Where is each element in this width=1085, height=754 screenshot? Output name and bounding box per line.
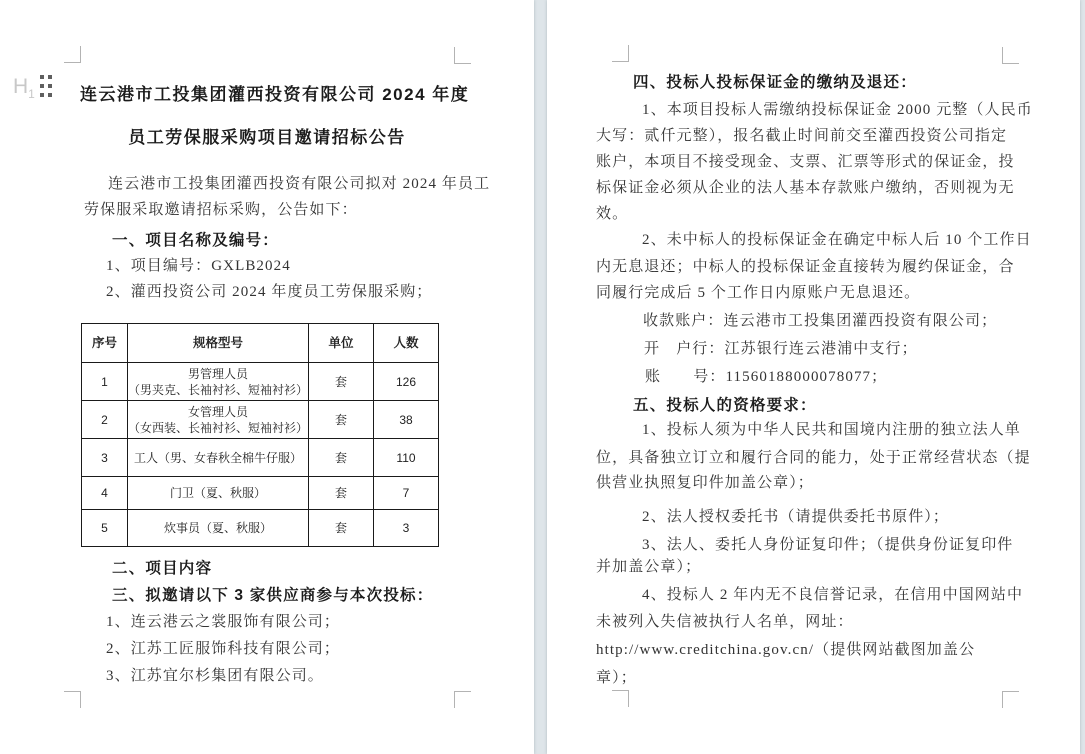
intro-paragraph-line: 劳保服采取邀请招标采购，公告如下：: [84, 202, 358, 218]
refund-paragraph-line: 2、未中标人的投标保证金在确定中标人后 10 个工作日: [642, 232, 1032, 248]
margin-mark-icon: [1002, 47, 1019, 64]
col-header-spec: 规格型号: [128, 324, 309, 363]
deposit-paragraph-line: 大写：贰仟元整），报名截止时间前交至灌西投资公司指定: [596, 128, 1008, 144]
margin-mark-icon: [454, 691, 471, 708]
supplier-item: 3、江苏宜尔杉集团有限公司。: [106, 668, 324, 684]
table-row: [82, 401, 439, 439]
cell-unit: 套: [309, 439, 374, 477]
supplier-item: 1、连云港云之裳服饰有限公司；: [106, 614, 341, 630]
spec-line: （男夹克、长袖衬衫、短袖衬衫）: [128, 382, 309, 397]
qualification-item-line: 章）；: [596, 670, 637, 686]
cell-count: 7: [374, 477, 439, 510]
cell-spec: [128, 363, 309, 401]
paragraph-drag-handle-icon[interactable]: [40, 75, 52, 97]
spec-line: （女西装、长袖衬衫、短袖衬衫）: [128, 420, 309, 435]
cell-no: 2: [82, 401, 128, 439]
margin-mark-icon: [1002, 691, 1019, 708]
spec-line: 男管理人员: [187, 366, 248, 381]
qualification-item-line: 并加盖公章）；: [596, 559, 702, 575]
qualification-item-line: 供营业执照复印件加盖公章）；: [596, 475, 814, 491]
qualification-item-line: 2、法人授权委托书（请提供委托书原件）；: [642, 509, 950, 525]
section1-heading: 一、项目名称及编号：: [112, 232, 280, 249]
cell-count: 3: [374, 510, 439, 547]
spec-line: 工人（男、女春秋全棉牛仔服）: [133, 450, 302, 465]
section3-heading: 三、拟邀请以下 3 家供应商参与本次投标：: [112, 587, 434, 604]
document-title-line2: 员工劳保服采购项目邀请招标公告: [128, 128, 406, 147]
deposit-paragraph-line: 效。: [596, 206, 629, 222]
qualification-item-line: 4、投标人 2 年内无不良信誉记录，在信用中国网站中: [642, 587, 1024, 603]
deposit-paragraph-line: 标保证金必须从企业的法人基本存款账户缴纳，否则视为无: [596, 180, 1015, 196]
cell-no: 3: [82, 439, 128, 477]
cell-no: 1: [82, 363, 128, 401]
refund-paragraph-line: 内无息退还；中标人的投标保证金直接转为履约保证金，合: [596, 259, 1015, 275]
table-header-row: [82, 324, 439, 363]
spec-line: 炊事员（夏、秋服）: [163, 521, 272, 535]
cell-unit: 套: [309, 363, 374, 401]
cell-no: 4: [82, 477, 128, 510]
section5-heading: 五、投标人的资格要求：: [633, 397, 817, 414]
document-title-line1: 连云港市工投集团灌西投资有限公司 2024 年度: [80, 85, 470, 104]
spec-line: 门卫（夏、秋服）: [169, 486, 266, 500]
section2-heading: 二、项目内容: [112, 560, 213, 577]
cell-count: 38: [374, 401, 439, 439]
col-header-no: 序号: [82, 324, 128, 363]
deposit-paragraph-line: 账户，本项目不接受现金、支票、汇票等形式的保证金，投: [596, 154, 1015, 170]
cell-spec: [128, 477, 309, 510]
refund-paragraph-line: 同履行完成后 5 个工作日内原账户无息退还。: [596, 285, 921, 301]
table-row: [82, 477, 439, 510]
account-number-line: 账 号：11560188000078077；: [645, 369, 888, 385]
section1-item: 1、项目编号：GXLB2024: [106, 258, 291, 274]
margin-mark-icon: [64, 46, 81, 63]
account-bank-line: 开 户行：江苏银行连云港浦中支行；: [644, 341, 918, 357]
document-page-2[interactable]: [547, 0, 1080, 754]
supplier-item: 2、江苏工匠服饰科技有限公司；: [106, 641, 341, 657]
cell-unit: 套: [309, 401, 374, 439]
qualification-item-line: 1、投标人须为中华人民共和国境内注册的独立法人单: [642, 422, 1021, 438]
margin-mark-icon: [454, 47, 471, 64]
section1-item: 2、灌西投资公司 2024 年度员工劳保服采购；: [106, 284, 433, 300]
cell-unit: 套: [309, 477, 374, 510]
qualification-item-line: 3、法人、委托人身份证复印件；（提供身份证复印件: [642, 537, 1014, 553]
spec-line: 女管理人员: [187, 404, 248, 419]
intro-paragraph-line: 连云港市工投集团灌西投资有限公司拟对 2024 年员工: [108, 176, 491, 192]
qualification-item-line: 位，具备独立订立和履行合同的能力，处于正常经营状态（提: [596, 450, 1031, 466]
margin-mark-icon: [612, 45, 629, 62]
heading-level-indicator: $H_1$: [13, 75, 35, 102]
table-row: [82, 363, 439, 401]
cell-count: 110: [374, 439, 439, 477]
credit-url-line: http://www.creditchina.gov.cn/（提供网站截图加盖公: [596, 642, 976, 658]
col-header-count: 人数: [374, 324, 439, 363]
account-name-line: 收款账户：连云港市工投集团灌西投资有限公司；: [643, 313, 998, 329]
margin-mark-icon: [612, 690, 629, 707]
table-row: [82, 510, 439, 547]
cell-count: 126: [374, 363, 439, 401]
qualification-item-line: 未被列入失信被执行人名单，网址：: [596, 614, 854, 630]
cell-unit: 套: [309, 510, 374, 547]
col-header-unit: 单位: [309, 324, 374, 363]
cell-spec: [128, 510, 309, 547]
section4-heading: 四、投标人投标保证金的缴纳及退还：: [633, 74, 917, 91]
spec-table: [81, 323, 439, 547]
cell-spec: [128, 401, 309, 439]
table-row: [82, 439, 439, 477]
cell-no: 5: [82, 510, 128, 547]
margin-mark-icon: [64, 691, 81, 708]
cell-spec: [128, 439, 309, 477]
document-page-1[interactable]: [0, 0, 534, 754]
deposit-paragraph-line: 1、本项目投标人需缴纳投标保证金 2000 元整（人民币: [642, 102, 1033, 118]
